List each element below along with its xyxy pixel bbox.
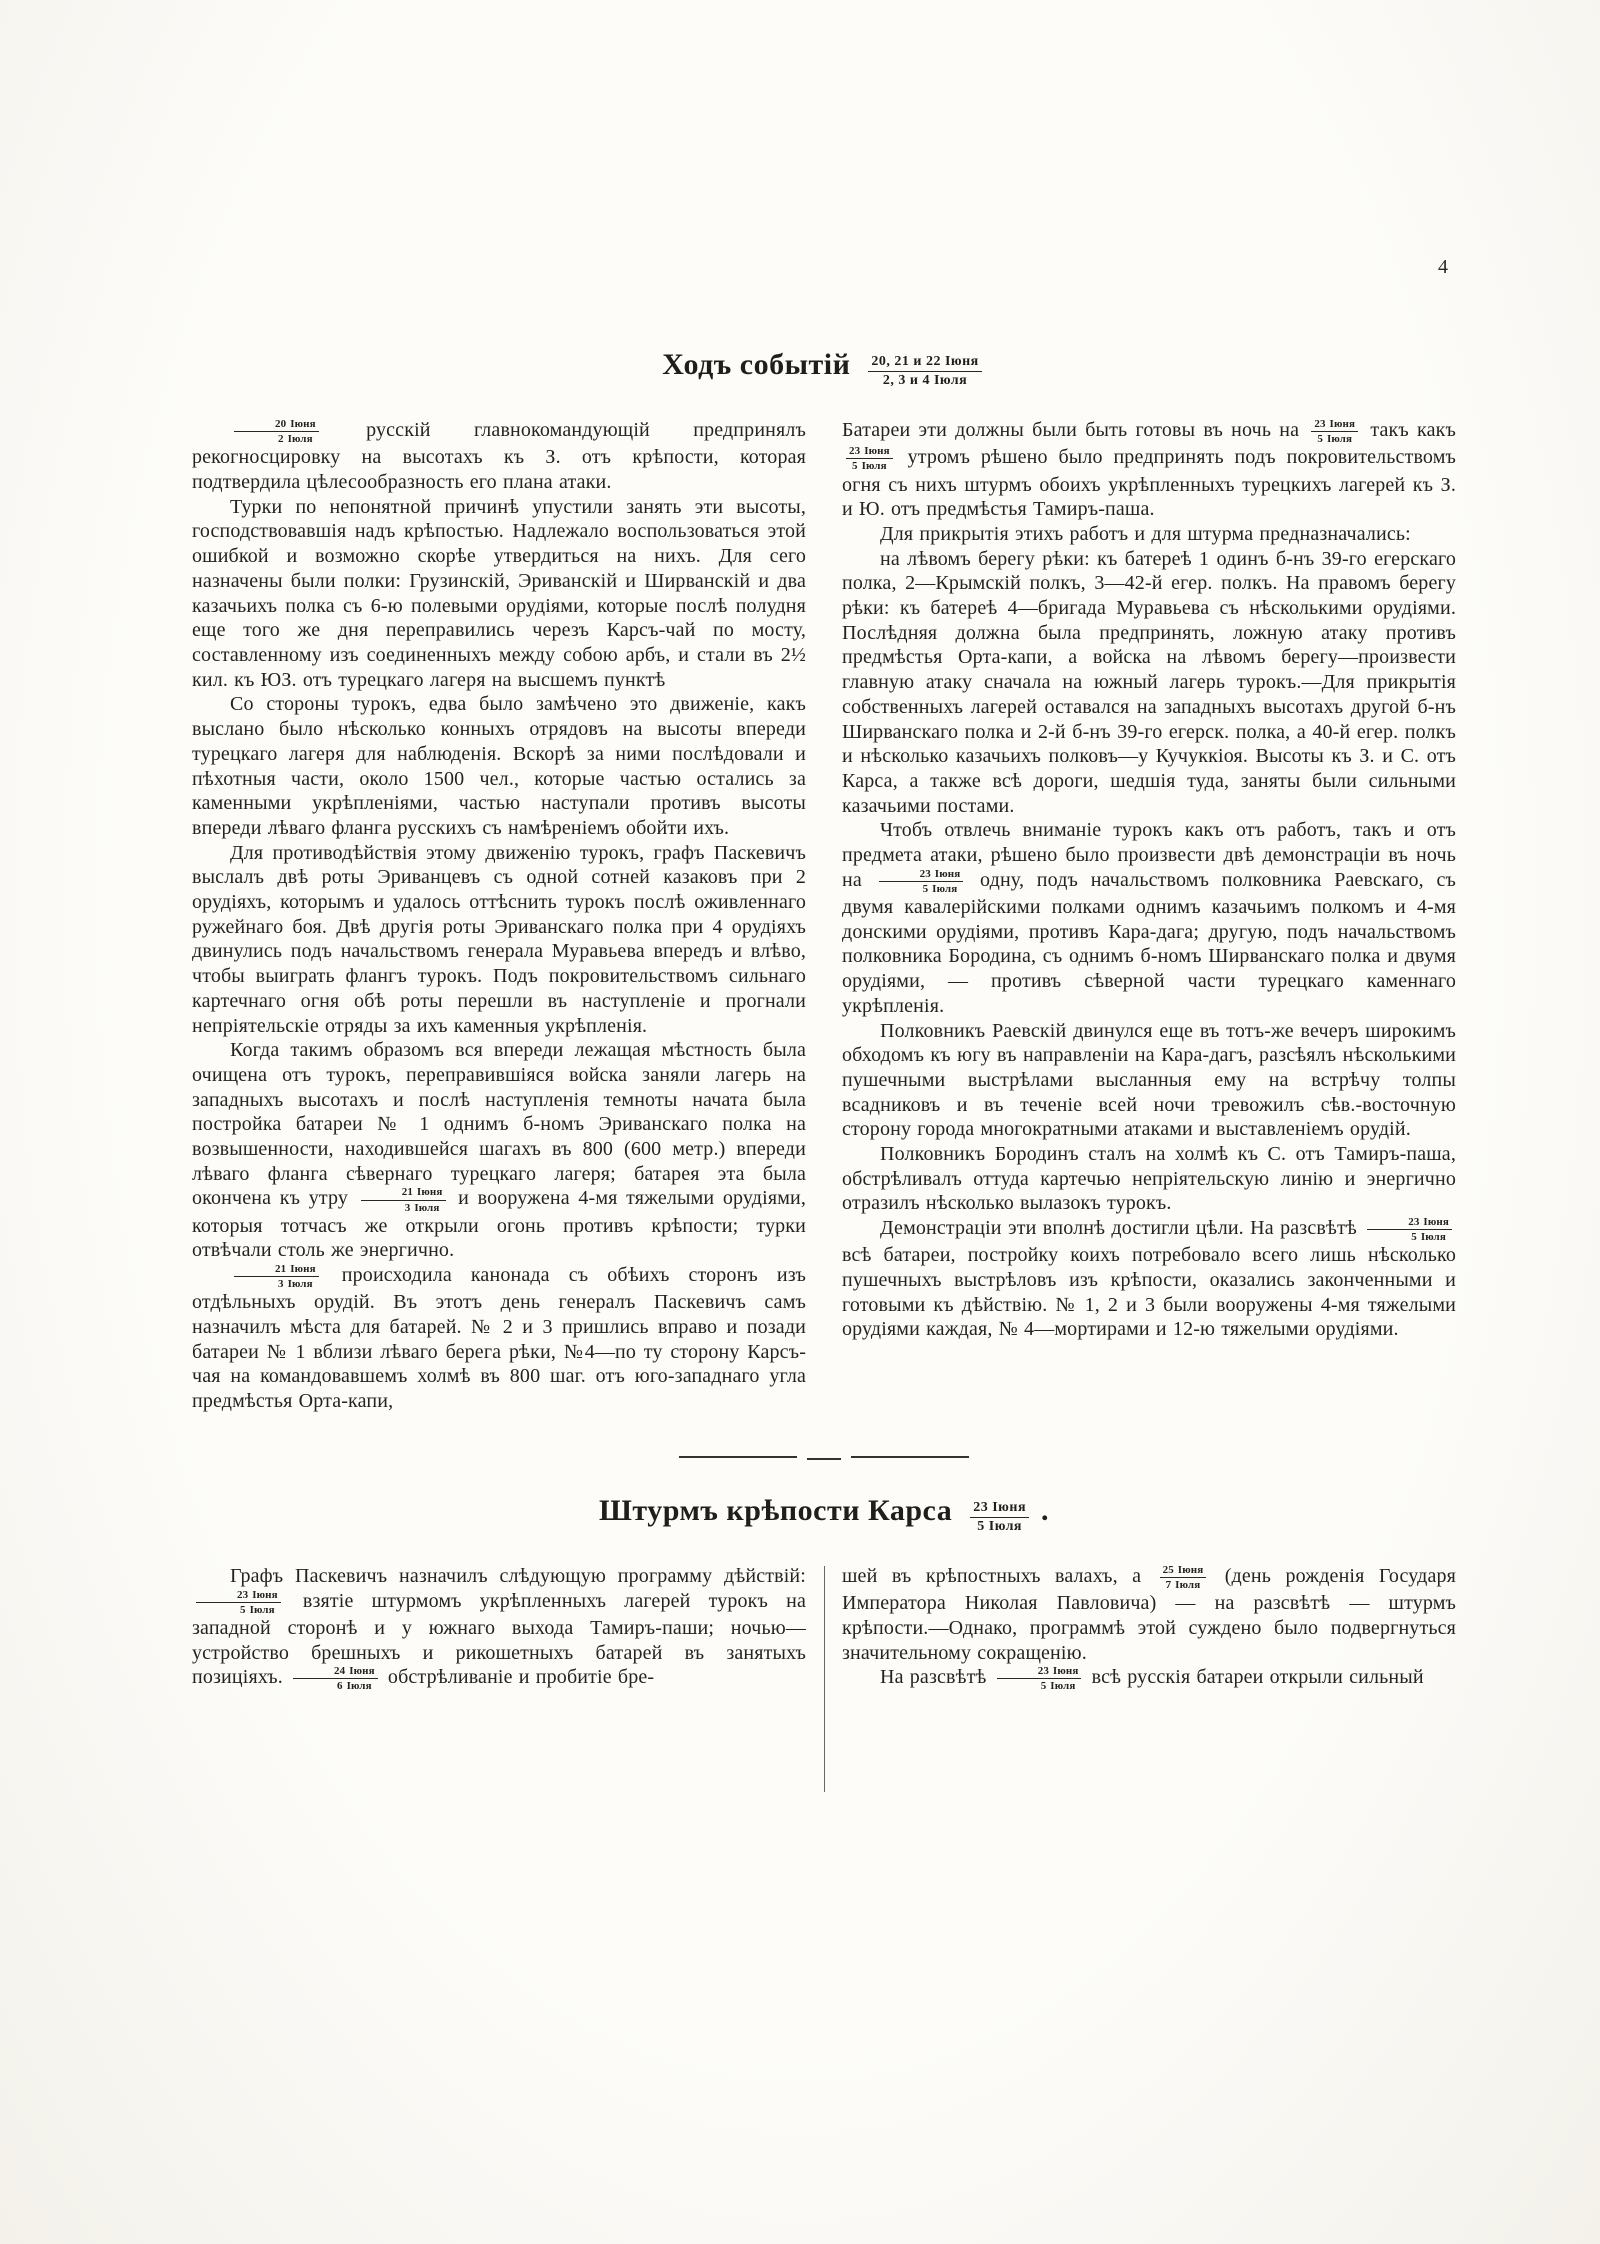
right-column	[842, 418, 1456, 1414]
paragraph: Для противодѣйствія этому движенію турокъ, графъ Паскевичъ выслалъ двѣ роты Эриванцевъ съ одной сотней казаковъ при 2 орудіяхъ, которымъ и удалось оттѣснить турокъ послѣ оживленнаго ружейнаго боя. Двѣ другія роты Эриванскаго полка при 4 орудіяхъ двинулись подъ начальствомъ генерала Муравьева впередъ и влѣво, чтобы выиграть флангъ турокъ. Подъ покровительствомъ сильнаго картечнаго огня обѣ роты перешли въ наступленіе и прогнали непріятельскіе отряды за ихъ каменныя укрѣпленія.	[192, 841, 806, 1037]
date-fraction	[997, 1665, 1082, 1692]
paragraph: шей въ крѣпостныхъ валахъ, а 25 Іюня 7 Іюля (день рожденія Государя Императора Николая Павловича) — на разсвѣтѣ — штурмъ крѣпости.—Однако, программѣ этой суждено было подвергнуться значительному сокращенію.	[842, 1563, 1456, 1664]
paragraph: Чтобъ отвлечь вниманіе турокъ какъ отъ работъ, такъ и отъ предмета атаки, рѣшено было произвести двѣ демонстраціи въ ночь на 23 Іюня 5 Іюля одну, подъ начальствомъ полковника Раевскаго, съ двумя кавалерійскими полками однимъ казачьимъ полкомъ и 4-мя донскими орудіями, противъ Кара-дага; другую, подъ начальствомъ полковника Бородина, съ однимъ б-номъ Ширванскаго полка и двумя орудіями, — противъ сѣверной части турецкаго каменнаго укрѣпленія.	[842, 819, 1456, 1017]
date-old-style: 23 Іюня	[846, 445, 893, 459]
divider-dash	[807, 1458, 841, 1460]
paragraph: Турки по непонятной причинѣ упустили занять эти высоты, господствовавшія надъ крѣпостью. Надлежало воспользоваться этой ошибкой и возможно скорѣе утвердиться на нихъ. Для сего назначены были полки: Грузинскій, Эриванскій и Ширванскій и два казачьихъ полка съ 6-ю полевыми орудіями, которые послѣ полудня еще того же дня переправились черезъ Карсъ-чай по мосту, составленному изъ соединенныхъ между собою арбъ, и стали въ 2½ кил. къ ЮЗ. отъ турецкаго лагеря на высшемъ пунктѣ	[192, 495, 806, 691]
date-fraction	[846, 445, 893, 472]
section-divider	[192, 1456, 1456, 1458]
date-new-style: 3 Іюля	[404, 1201, 440, 1214]
date-new-style: 5 Іюля	[977, 1518, 1022, 1534]
date-old-style: 25 Іюня	[1160, 1564, 1207, 1578]
section-title-text: Штурмъ крѣпости Карса	[598, 1493, 953, 1527]
divider-line	[851, 1456, 969, 1458]
section-events-header	[192, 348, 1456, 388]
section-title-text: Ходъ событій	[662, 348, 851, 381]
two-column-text	[192, 1564, 1456, 1784]
date-new-style: 5 Іюля	[852, 460, 887, 473]
date-fraction	[1367, 1216, 1452, 1243]
paragraph: на лѣвомъ берегу рѣки: къ батереѣ 1 одинъ б-нъ 39-го егерскаго полка, 2—Крымскій полкъ, 3—42-й егер. полкъ. На правомъ берегу рѣки: къ батереѣ 4—бригада Муравьева съ нѣсколькими орудіями. Послѣдняя должна была предпринять, ложную атаку противъ предмѣстья Орта-капи, а войска на лѣвомъ берегу—произвести главную атаку сначала на южный лагерь турокъ.—Для прикрытія собственныхъ лагерей оставался на западныхъ высотахъ другой б-нъ Ширванскаго полка и 2-й б-нъ 39-го егерск. полка, а 40-й егер. полкъ и нѣсколько казачьихъ полковъ—у Кучуккіоя. Высоты къ З. и С. отъ Карса, а также всѣ дороги, шедшія туда, заняты были сильными казачьими постами.	[842, 547, 1456, 817]
date-new-style: 3 Іюля	[278, 1278, 313, 1291]
section-title-period: .	[1041, 1493, 1050, 1527]
date-new-style: 5 Іюля	[1411, 1231, 1446, 1244]
paragraph: Когда такимъ образомъ вся впереди лежащая мѣстность была очищена отъ турокъ, переправившіяся войска заняли лагерь на западныхъ высотахъ и послѣ наступленія темноты начата была постройка батареи № 1 однимъ б-номъ Эриванскаго полка на возвышенности, находившейся шагахъ въ 800 (600 метр.) впереди лѣваго фланга сѣвернаго турецкаго лагеря; батарея эта была окончена къ утру 21 Іюня 3 Іюля и вооружена 4-мя тяжелыми орудіями, которыя тотчасъ же открыли огонь противъ крѣпости; турки отвѣчали столь же энергично.	[192, 1039, 807, 1262]
date-old-style: 23 Іюня	[196, 1589, 281, 1603]
page-number: 4	[1438, 256, 1448, 278]
date-old-style: 23 Іюня	[997, 1665, 1082, 1679]
date-fraction	[1311, 418, 1358, 445]
left-column	[192, 1564, 806, 1784]
paragraph: Демонстраціи эти вполнѣ достигли цѣли. На разсвѣтѣ 23 Іюня 5 Іюля всѣ батареи, постройку коихъ потребовало всего лишь нѣсколько пушечныхъ выстрѣловъ изъ крѣпости, оказались законченными и готовыми къ дѣйствію. № 1, 2 и 3 были вооружены 4-мя тяжелыми орудіями каждая, № 4—мортирами и 12-ю тяжелыми орудіями.	[842, 1216, 1456, 1341]
two-column-text	[192, 418, 1456, 1414]
left-column	[192, 418, 806, 1414]
date-old-style: 21 Іюня	[361, 1186, 446, 1200]
date-fraction	[234, 418, 319, 445]
date-old-style: 23 Іюня	[1311, 418, 1358, 432]
paragraph: Полковникъ Бородинъ сталъ на холмѣ къ С. отъ Тамиръ-паша, обстрѣливалъ оттуда картечью непріятельскую линію и энергично отразилъ нѣсколько вылазокъ турокъ.	[842, 1143, 1456, 1215]
date-fraction	[293, 1665, 378, 1692]
date-old-style: 23 Іюня	[970, 1500, 1029, 1517]
date-old-style: 20 Іюня	[234, 418, 319, 432]
date-new-style: 5 Іюля	[922, 882, 958, 895]
divider-line	[679, 1456, 797, 1458]
date-old-style: 21 Іюня	[234, 1263, 319, 1277]
page-content	[192, 348, 1456, 1784]
date-fraction	[1160, 1564, 1207, 1591]
date-new-style: 2 Іюля	[278, 433, 313, 446]
paragraph: 21 Іюня 3 Іюля происходила канонада съ обѣихъ сторонъ изъ отдѣльныхъ орудій. Въ этотъ день генералъ Паскевичъ самъ назначилъ мѣста для батарей. № 2 и 3 пришлись вправо и позади батареи № 1 вблизи лѣваго берега рѣки, №4—по ту сторону Карсъ-чая на командовавшемъ холмѣ въ 800 шаг. отъ юго-западнаго угла предмѣстья Орта-капи,	[192, 1263, 806, 1413]
date-fraction	[234, 1263, 319, 1290]
section-assault	[192, 1494, 1456, 1784]
paragraph: Полковникъ Раевскій двинулся еще въ тотъ-же вечеръ широкимъ обходомъ къ югу въ направленіи на Кара-дагъ, разсѣялъ нѣсколькими пушечными выстрѣлами высланныя ему на встрѣчу толпы всадниковъ и въ теченіе всей ночи тревожилъ сѣв.-восточную сторону города многократными атаками и выставленіемъ орудій.	[842, 1019, 1456, 1141]
date-fraction	[361, 1186, 446, 1213]
date-fraction	[879, 868, 964, 895]
section-events	[192, 348, 1456, 1414]
paragraph: Для прикрытія этихъ работъ и для штурма предназначались:	[880, 522, 1411, 545]
paragraph: 20 Іюня 2 Іюля русскій главнокомандующій предпринялъ рекогносцировку на высотахъ къ З. отъ крѣпости, которая подтвердила цѣлесообразность его плана атаки.	[192, 418, 806, 494]
date-old-style: 23 Іюня	[879, 868, 964, 882]
date-new-style: 5 Іюля	[240, 1603, 275, 1616]
date-new-style: 6 Іюля	[337, 1680, 372, 1693]
paragraph: Батареи эти должны были быть готовы въ ночь на 23 Іюня 5 Іюля такъ какъ 23 Іюня 5 Іюля утромъ рѣшено было предпринять подъ покровительствомъ огня съ нихъ штурмъ обоихъ укрѣпленныхъ турецкихъ лагерей къ З. и Ю. отъ предмѣстья Тамиръ-паша.	[842, 418, 1456, 521]
date-fraction	[196, 1589, 281, 1616]
section-assault-header	[192, 1494, 1456, 1534]
date-fraction	[970, 1500, 1029, 1534]
date-old-style: 23 Іюня	[1367, 1216, 1452, 1230]
date-new-style: 5 Іюля	[1317, 433, 1353, 446]
right-column	[842, 1564, 1456, 1784]
date-old-style: 20, 21 и 22 Іюня	[868, 354, 981, 371]
date-new-style: 7 Іюля	[1165, 1579, 1201, 1592]
date-old-style: 24 Іюня	[293, 1665, 378, 1679]
paragraph: Графъ Паскевичъ назначилъ слѣдующую программу дѣйствій: 23 Іюня 5 Іюля взятіе штурмомъ укрѣпленныхъ лагерей турокъ на западной сторонѣ и у южнаго выхода Тамиръ-паши; ночью—устройство брешныхъ и рикошетныхъ батарей въ занятыхъ позиціяхъ. 24 Іюня 6 Іюля обстрѣливаніе и пробитіе бре-	[192, 1564, 806, 1693]
paragraph: Со стороны турокъ, едва было замѣчено это движеніе, какъ выслано было нѣсколько конныхъ отрядовъ на высоты впереди турецкаго лагеря для наблюденія. Вскорѣ за ними послѣдовали и пѣхотныя части, около 1500 чел., которые частью остались за каменными укрѣпленіями, частью наступали противъ высоты впереди лѣваго фланга русскихъ съ намѣреніемъ обойти ихъ.	[192, 693, 806, 839]
date-new-style: 5 Іюля	[1040, 1680, 1076, 1693]
date-new-style: 2, 3 и 4 Іюля	[882, 372, 968, 388]
date-fraction	[868, 354, 981, 388]
paragraph: На разсвѣтѣ 23 Іюня 5 Іюля всѣ русскія батареи открыли сильный	[880, 1665, 1424, 1693]
column-divider-line	[824, 1566, 825, 1792]
